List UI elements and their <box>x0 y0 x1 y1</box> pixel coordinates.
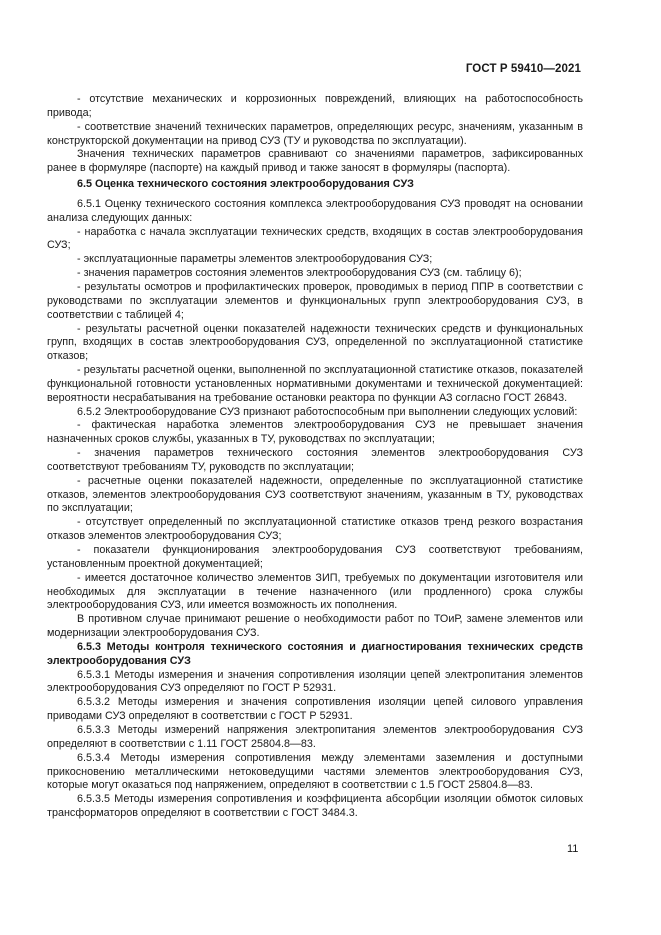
list-item: - имеется достаточное количество элементов ЗИП, требуемых по документации изготовителя или необходимых для эксплуатации в течение назначенного (или продленного) срока службы электрооборудования СУЗ, или имеется возможность их пополнения. <box>47 571 583 612</box>
subsection-heading-6-5-3: 6.5.3 Методы контроля технического состояния и диагностирования технических средств электрооборудования СУЗ <box>47 640 583 667</box>
paragraph-6-5-3-4: 6.5.3.4 Методы измерения сопротивления между элементами заземления и доступными прикосновению металлическими нетоковедущими частями элементов электрооборудования СУЗ, которые могут оказаться под напряжением, определяют в соответствии с 1.5 ГОСТ 25804.8—83. <box>47 751 583 792</box>
list-item: - результаты осмотров и профилактических проверок, проводимых в период ППР в соответствии с руководствами по эксплуатации элементов и функциональных групп электрооборудования СУЗ, в соответствии с таблицей 4; <box>47 280 583 321</box>
list-item: - фактическая наработка элементов электрооборудования СУЗ не превышает значения назначенных сроков службы, указанных в ТУ, руководствах по эксплуатации; <box>47 419 583 446</box>
list-item: - результаты расчетной оценки показателей надежности технических средств и функциональных групп, входящих в состав электрооборудования СУЗ, определенной по эксплуатационной статистике отказов; <box>47 322 583 363</box>
list-item: - наработка с начала эксплуатации технических средств, входящих в состав электрооборудования СУЗ; <box>47 225 583 252</box>
paragraph-6-5-3-3: 6.5.3.3 Методы измерений напряжения электропитания элементов электрооборудования СУЗ определяют в соответствии с 1.11 ГОСТ 25804.8—83. <box>47 723 583 750</box>
paragraph-6-5-3-2: 6.5.3.2 Методы измерения и значения сопротивления изоляции цепей силового управления приводами СУЗ определяют в соответствии с ГОСТ Р 52931. <box>47 696 583 723</box>
standard-header: ГОСТ Р 59410—2021 <box>465 63 581 75</box>
list-item: - расчетные оценки показателей надежности, определенные по эксплуатационной статистике отказов, элементов электрооборудования СУЗ соответствуют значениям, указанным в ТУ, руководствах по эксплуатации; <box>47 474 583 515</box>
list-item: - показатели функционирования электрооборудования СУЗ соответствуют требованиям, установленным проектной документацией; <box>47 544 583 570</box>
list-item: - соответствие значений технических параметров, определяющих ресурс, значениям, указанным в конструкторской документации на привод СУЗ (ТУ и руководства по эксплуатации). <box>47 120 583 147</box>
paragraph-6-5-1: 6.5.1 Оценку технического состояния комплекса электрооборудования СУЗ проводят на основании анализа следующих данных: <box>47 197 583 224</box>
list-item: - значения параметров состояния элементов электрооборудования СУЗ (см. таблицу 6); <box>77 267 522 280</box>
list-item: - результаты расчетной оценки, выполненной по эксплуатационной статистике отказов, показателей функциональной готовности установленных нормативными документами и технической документацией: вероятности несрабатывания на требование остановки реактора по функции АЗ согласно ГОСТ 26843. <box>47 364 583 404</box>
list-item: - эксплуатационные параметры элементов электрооборудования СУЗ; <box>77 253 433 266</box>
section-heading: 6.5 Оценка технического состояния электрооборудования СУЗ <box>77 178 414 191</box>
paragraph-6-5-2: 6.5.2 Электрооборудование СУЗ признают работоспособным при выполнении следующих условий: <box>77 405 578 418</box>
document-body <box>47 93 583 821</box>
list-item: - значения параметров технического состояния элементов электрооборудования СУЗ соответствуют требованиям ТУ, руководств по эксплуатации; <box>47 447 583 473</box>
list-item: - отсутствует определенный по эксплуатационной статистике отказов тренд резкого возрастания отказов элементов электрооборудования СУЗ; <box>47 516 583 543</box>
paragraph-6-5-3-1: 6.5.3.1 Методы измерения и значения сопротивления изоляции цепей электропитания элементов электрооборудования СУЗ определяют по ГОСТ Р 52931. <box>47 668 583 695</box>
paragraph: Значения технических параметров сравнивают со значениями параметров, зафиксированных ранее в формуляре (паспорте) на каждый привод и также заносят в формуляры (паспорта). <box>47 148 583 175</box>
paragraph-6-5-3-5: 6.5.3.5 Методы измерения сопротивления и коэффициента абсорбции изоляции обмоток силовых трансформаторов определяют в соответствии с ГОСТ 3484.3. <box>47 793 583 820</box>
paragraph: В противном случае принимают решение о необходимости работ по ТОиР, замене элементов или модернизации электрооборудования СУЗ. <box>47 613 583 640</box>
page-number: 11 <box>567 843 579 855</box>
list-item: - отсутствие механических и коррозионных повреждений, влияющих на работоспособность привода; <box>47 93 583 119</box>
